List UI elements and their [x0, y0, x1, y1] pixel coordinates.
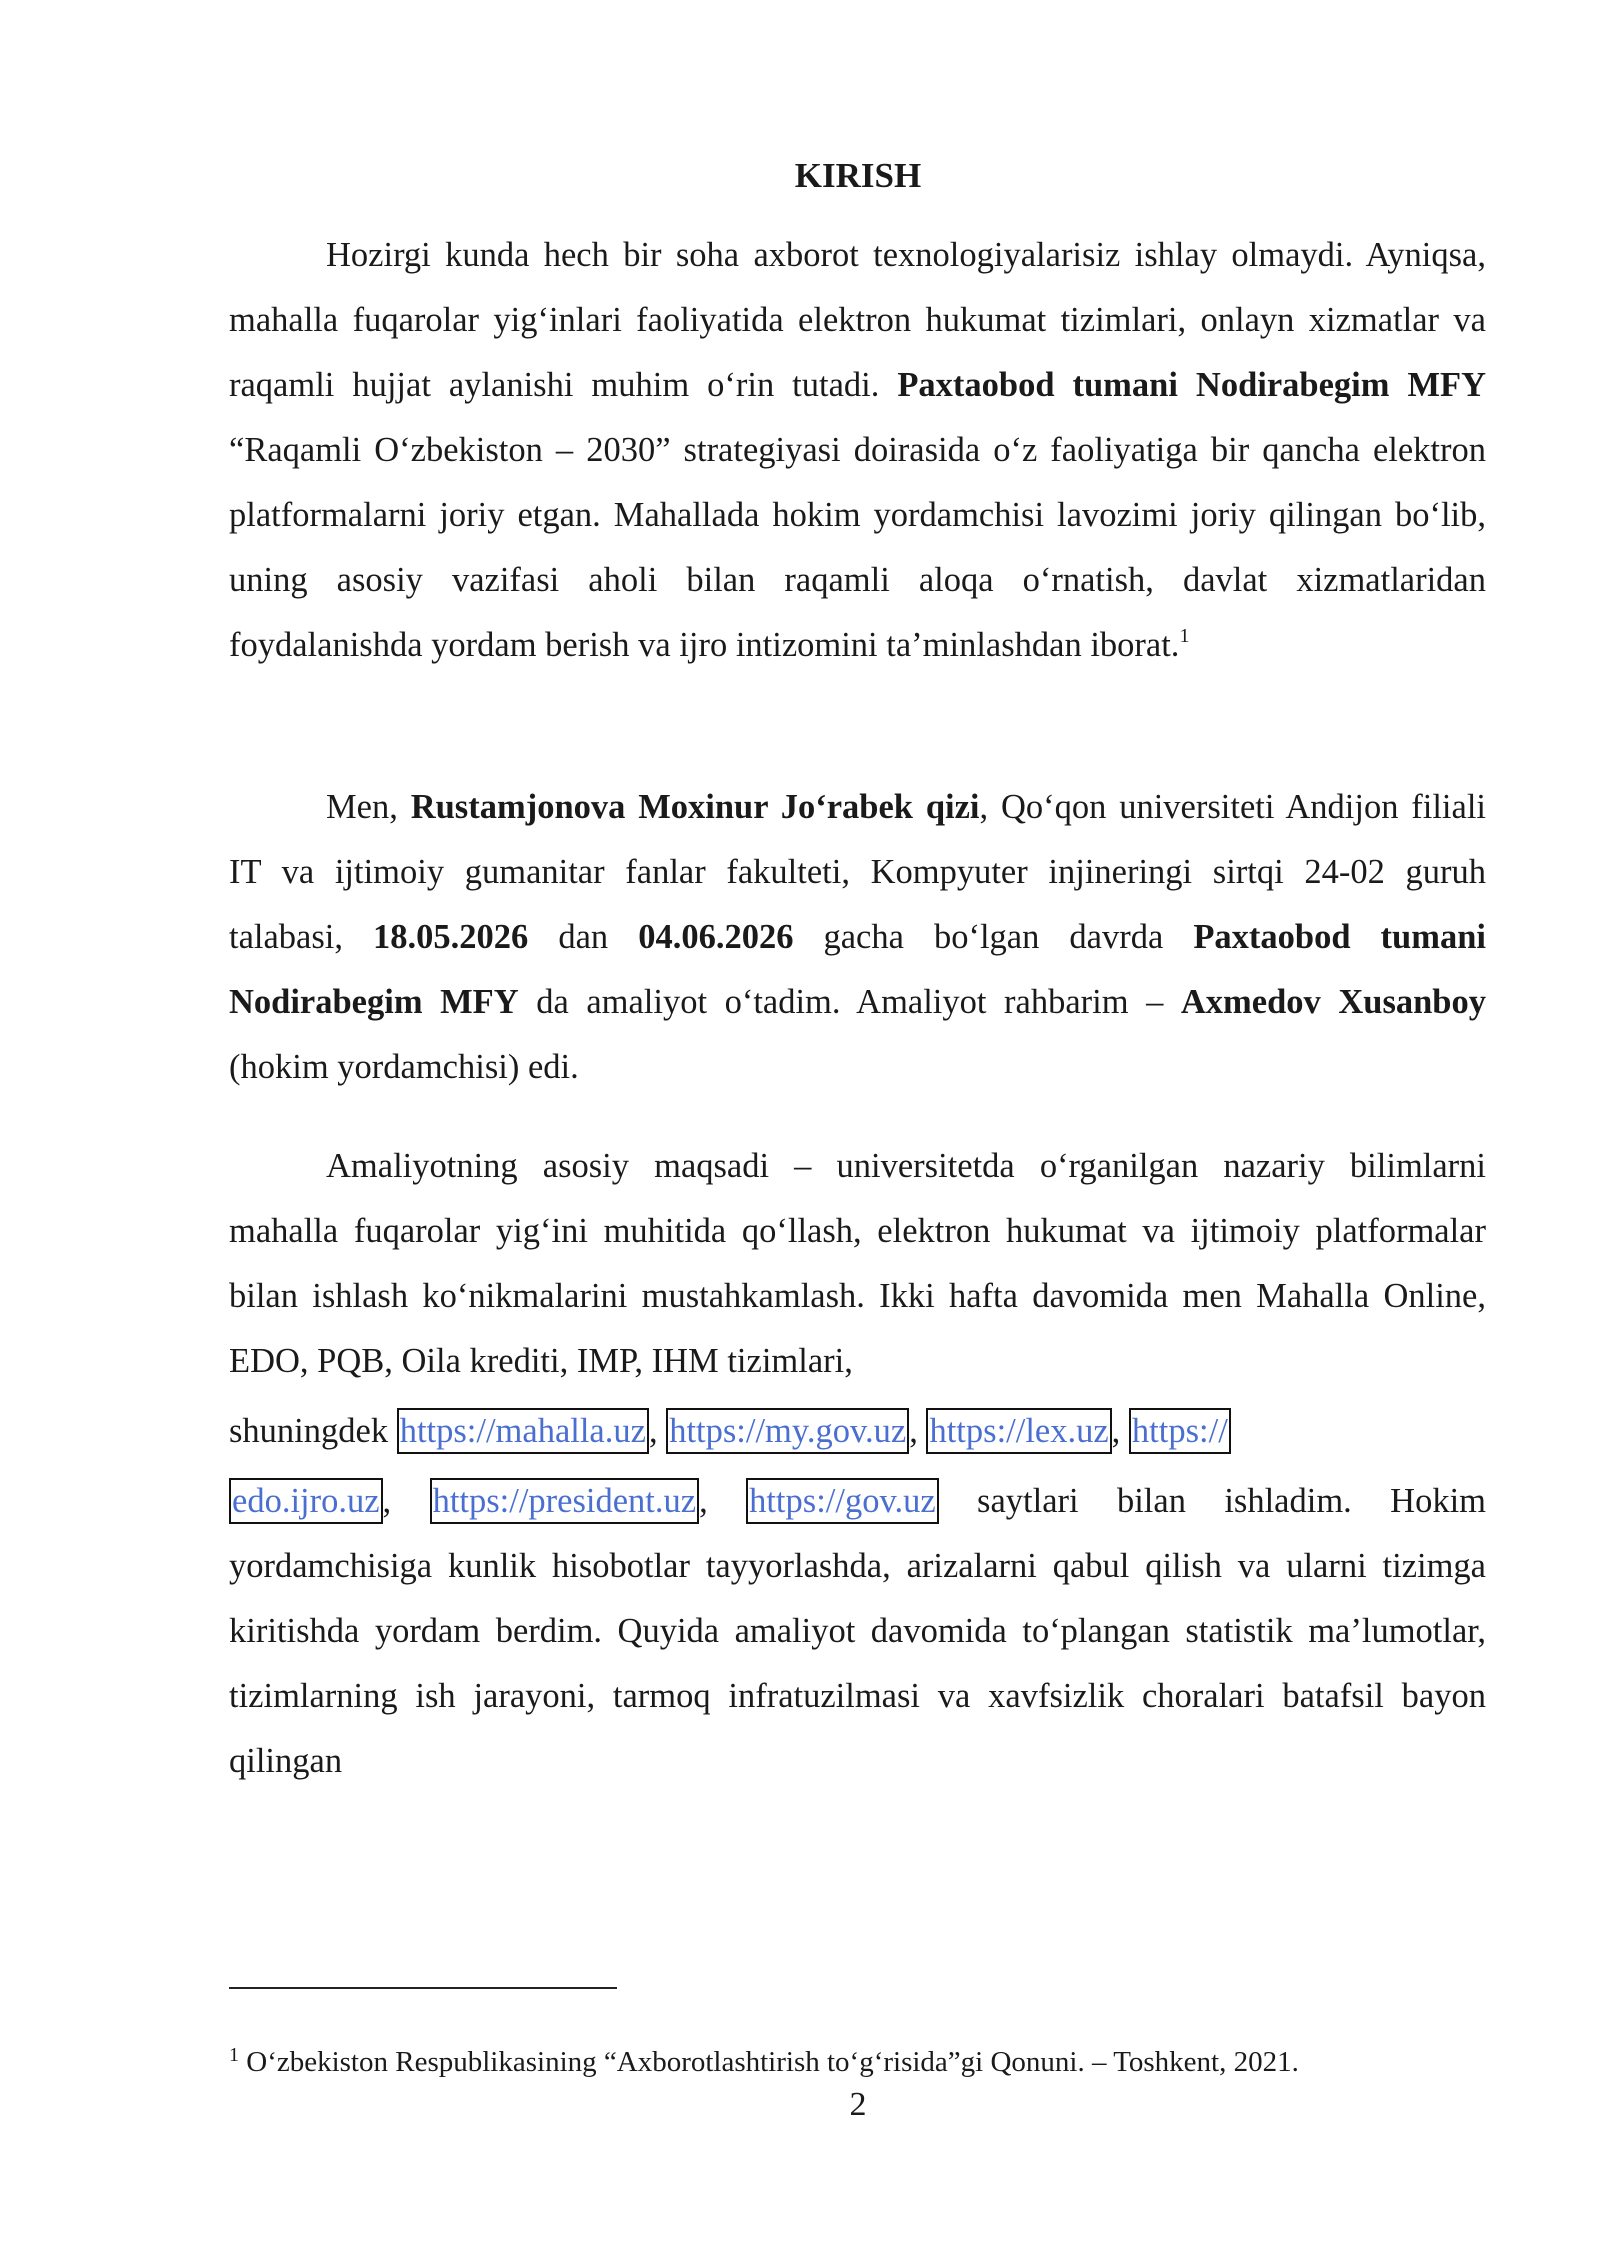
footnote-number: 1 [229, 2044, 239, 2066]
student-text: (hokim yordamchisi) edi. [229, 1048, 579, 1086]
intro-text: Hozirgi kunda hech bir soha axborot texnologiyalarisiz ishlay olmaydi. Ayniqsa, mahalla fuqarolar yig‘inlari faoliyatida elektron hukumat tizimlari, onlayn xizmatlar va raqamli hujjat aylanishi muhim o‘rin tutadi. [229, 236, 1486, 404]
mfy-name-bold: Paxtaobod tumani Nodirabegim MFY [897, 366, 1487, 404]
link-edo-ijro-part2[interactable]: edo.ijro.uz [229, 1478, 383, 1524]
paragraph-intro [229, 223, 1486, 678]
section-title: KIRISH [794, 156, 922, 195]
student-text: Men, [326, 788, 411, 826]
student-text: gacha bo‘lgan davrda [793, 918, 1194, 956]
supervisor-name-bold: Axmedov Xusanboy [1180, 983, 1486, 1021]
link-separator: , [699, 1482, 747, 1520]
link-president[interactable]: https://president.uz [430, 1478, 700, 1524]
link-separator: , [648, 1412, 667, 1450]
start-date-bold: 18.05.2026 [373, 918, 529, 956]
link-my-gov[interactable]: https://my.gov.uz [666, 1408, 909, 1454]
footnote-divider [229, 1987, 617, 1989]
link-separator: , [382, 1482, 430, 1520]
student-text: dan [528, 918, 639, 956]
link-edo-ijro-part1[interactable]: https:// [1129, 1408, 1231, 1454]
link-gov[interactable]: https://gov.uz [746, 1478, 939, 1524]
link-mahalla[interactable]: https://mahalla.uz [397, 1408, 649, 1454]
footnote-reference[interactable]: 1 [1179, 625, 1190, 647]
student-text: da amaliyot o‘tadim. Amaliyot rahbarim – [518, 983, 1181, 1021]
student-text: , Qo‘qon universiteti Andijon filiali IT va ijtimoiy gumanitar fanlar fakulteti, Kompyuter injineringi sirtqi 24-02 guruh talabasi, [229, 788, 1486, 956]
goals-text: shuningdek [229, 1412, 397, 1450]
student-name-bold: Rustamjonova Moxinur Jo‘rabek qizi [410, 788, 980, 826]
intro-text-cont: “Raqamli O‘zbekiston – 2030” strategiyasi doirasida o‘z faoliyatiga bir qancha elektron platformalarni joriy etgan. Mahallada hokim yordamchisi lavozimi joriy qilingan bo‘lib, uning asosiy vazifasi aholi bilan raqamli aloqa o‘rnatish, davlat xizmatlaridan foydalanishda yordam berish va ijro intizomini ta’minlashdan iborat. [229, 431, 1486, 664]
paragraph-goals [229, 1134, 1486, 1794]
links-line-1 [229, 1394, 1486, 1469]
footnote-text: O‘zbekiston Respublikasining “Axborotlashtirish to‘g‘risida”gi Qonuni. – Toshkent, 2021. [239, 2046, 1299, 2078]
goals-text: Amaliyotning asosiy maqsadi – universitetda o‘rganilgan nazariy bilimlarni mahalla fuqarolar yig‘ini muhitida qo‘llash, elektron hukumat va ijtimoiy platformalar bilan ishlash ko‘nikmalarini mustahkamlash. Ikki hafta davomida men Mahalla Online, EDO, PQB, Oila krediti, IMP, IHM tizimlari, [229, 1147, 1486, 1380]
link-separator: , [1111, 1412, 1129, 1450]
footnote [229, 2040, 1529, 2084]
goals-text-cont: saytlari bilan ishladim. Hokim yordamchisiga kunlik hisobotlar tayyorlashda, arizalarni qabul qilish va ularni tizimga kiritishda yordam berdim. Quyida amaliyot davomida to‘plangan statistik ma’lumotlar, tizimlarning ish jarayoni, tarmoq infratuzilmasi va xavfsizlik choralari batafsil bayon qilingan [229, 1482, 1487, 1780]
end-date-bold: 04.06.2026 [638, 918, 794, 956]
link-lex[interactable]: https://lex.uz [926, 1408, 1111, 1454]
page-number: 2 [849, 2086, 867, 2123]
paragraph-student-info [229, 775, 1486, 1100]
link-separator: , [909, 1412, 927, 1450]
mfy-name-bold: Paxtaobod tumani Nodirabegim MFY [229, 918, 1486, 1021]
